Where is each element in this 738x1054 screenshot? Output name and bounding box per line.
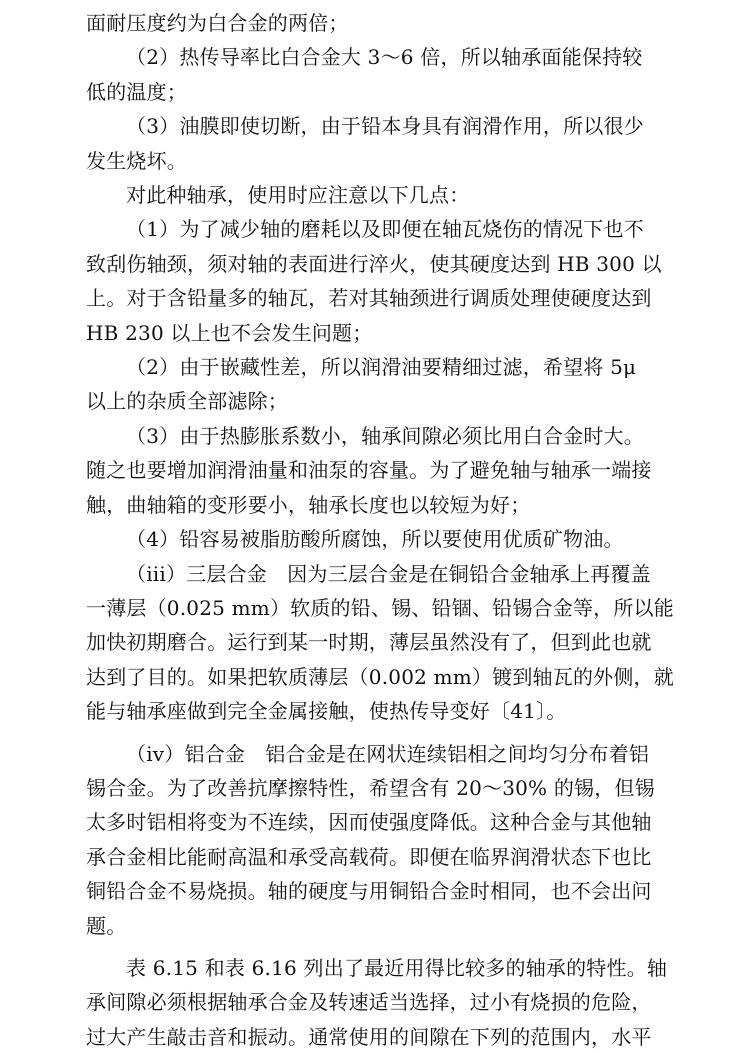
text-line: 上。对于含铅量多的轴瓦，若对其轴颈进行调质处理使硬度达到 [86, 286, 652, 311]
paragraph [86, 212, 688, 350]
body-text [86, 6, 688, 1054]
paragraph [86, 178, 688, 212]
paragraph [86, 419, 688, 522]
text-line: 承间隙必须根据轴承合金及转速适当选择，过小有烧损的危险， [86, 990, 652, 1015]
paragraph [86, 350, 688, 419]
text-line: （iv）铝合金 铝合金是在网状连续铝相之间均匀分布着铝 [126, 741, 650, 766]
paragraph [86, 522, 688, 556]
text-line: 达到了目的。如果把软质薄层（0.002 mm）镀到轴瓦的外侧，就 [86, 664, 674, 689]
text-line: 锡合金。为了改善抗摩擦特性，希望含有 20～30% 的锡，但锡 [86, 775, 655, 800]
text-line: 表 6.15 和表 6.16 列出了最近用得比较多的轴承的特性。轴 [126, 955, 668, 980]
paragraph [86, 557, 688, 729]
paragraph [86, 109, 688, 178]
text-line: （1）为了减少轴的磨耗以及即便在轴瓦烧伤的情况下也不 [126, 217, 644, 242]
paragraph [86, 40, 688, 109]
text-line: （2）由于嵌藏性差，所以润滑油要精细过滤，希望将 5μ [126, 355, 637, 380]
text-line: 对此种轴承，使用时应注意以下几点： [126, 183, 470, 208]
text-line: 承合金相比能耐高温和承受高载荷。即便在临界润滑状态下也比 [86, 844, 652, 869]
text-line: （iii）三层合金 因为三层合金是在铜铅合金轴承上再覆盖 [126, 561, 651, 586]
text-line: 一薄层（0.025 mm）软质的铅、锡、铅锢、铅锡合金等，所以能 [86, 595, 674, 620]
text-line: 触，曲轴箱的变形要小，轴承长度也以较短为好； [86, 492, 531, 517]
text-line: （3）由于热膨胀系数小，轴承间隙必须比用白合金时大。 [126, 423, 644, 448]
text-line: （3）油膜即使切断，由于铅本身具有润滑作用，所以很少 [126, 114, 644, 139]
text-line: 太多时铝相将变为不连续，因而使强度降低。这种合金与其他轴 [86, 810, 652, 835]
text-line: 随之也要增加润滑油量和油泵的容量。为了避免轴与轴承一端接 [86, 458, 652, 483]
text-line: 加快初期磨合。运行到某一时期，薄层虽然没有了，但到此也就 [86, 630, 652, 655]
text-line: 过大产生敲击音和振动。通常使用的间隙在下列的范围内，水平 [86, 1024, 652, 1049]
paragraph [86, 737, 688, 943]
text-line: 面耐压度约为白合金的两倍； [86, 11, 349, 35]
text-line: 题。 [86, 913, 127, 938]
text-line: HB 230 以上也不会发生问题； [86, 320, 373, 345]
text-line: （2）热传导率比白合金大 3～6 倍，所以轴承面能保持较 [126, 45, 643, 70]
text-line: 铜铅合金不易烧损。轴的硬度与用铜铅合金时相同，也不会出问 [86, 879, 652, 904]
text-line: 能与轴承座做到完全金属接触，使热传导变好〔41〕。 [86, 699, 567, 724]
text-line: 低的温度； [86, 79, 187, 104]
text-line: 发生烧坏。 [86, 148, 187, 173]
paragraph [86, 951, 688, 1054]
text-line: （4）铅容易被脂肪酸所腐蚀，所以要使用优质矿物油。 [126, 527, 624, 552]
text-line: 以上的杂质全部滤除； [86, 389, 288, 414]
paragraph [86, 6, 688, 40]
text-line: 致刮伤轴颈，须对轴的表面进行淬火，使其硬度达到 HB 300 以 [86, 251, 662, 276]
